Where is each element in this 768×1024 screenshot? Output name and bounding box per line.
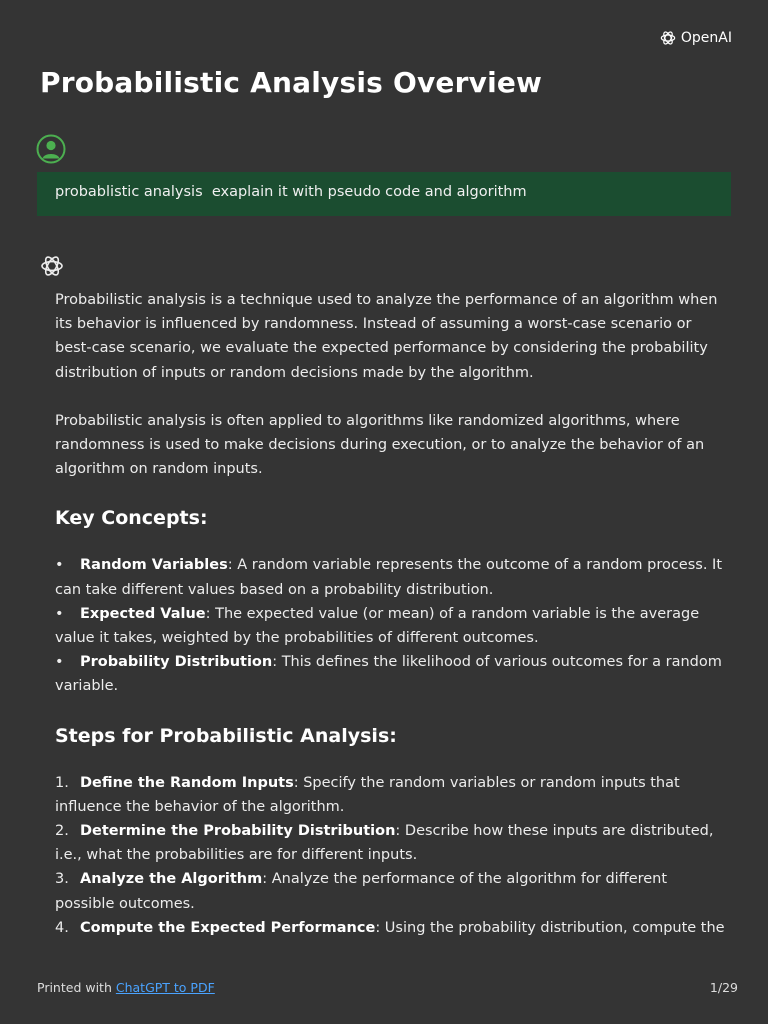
step-number: 4. xyxy=(55,919,69,936)
list-item xyxy=(55,819,725,867)
assistant-avatar-icon xyxy=(38,252,66,280)
assistant-response xyxy=(55,288,725,964)
list-item xyxy=(55,650,725,698)
list-item xyxy=(55,602,725,650)
term: Probability Distribution xyxy=(80,654,273,671)
page-number: 1/29 xyxy=(709,980,738,995)
description: : Using the probability distribution, compute the xyxy=(375,919,725,936)
key-concepts-heading: Key Concepts: xyxy=(55,507,208,530)
list-item xyxy=(55,771,725,819)
list-item xyxy=(55,916,725,940)
intro-paragraph: Probabilistic analysis is often applied to algorithms like randomized algorithms, where randomness is used to make decisions during execution, or to analyze the behavior of an algorithm on random inputs. xyxy=(55,412,705,478)
term: Determine the Probability Distribution xyxy=(80,823,396,840)
bullet: • xyxy=(55,557,64,574)
term: Analyze the Algorithm xyxy=(80,871,263,888)
description: : A random variable represents the outcome of a random process. It can take different values based on a probability distribution. xyxy=(55,557,723,598)
description: : Analyze the performance of the algorithm for different possible outcomes. xyxy=(55,871,668,912)
step-number: 2. xyxy=(55,823,69,840)
description: : Specify the random variables or random inputs that influence the behavior of the algorithm. xyxy=(55,774,680,815)
term: Define the Random Inputs xyxy=(80,774,294,791)
steps-list xyxy=(55,771,725,940)
page-footer xyxy=(37,980,738,995)
description: : This defines the likelihood of various outcomes for a random variable. xyxy=(55,654,722,695)
page-title: Probabilistic Analysis Overview xyxy=(40,66,543,99)
step-number: 3. xyxy=(55,871,69,888)
chatgpt-to-pdf-link[interactable]: ChatGPT to PDF xyxy=(115,980,215,995)
printed-with-label: Printed with xyxy=(37,980,112,995)
term: Expected Value xyxy=(80,605,206,622)
steps-heading: Steps for Probabilistic Analysis: xyxy=(55,724,397,747)
description: : The expected value (or mean) of a random variable is the average value it takes, weighted by the probabilities of different outcomes. xyxy=(55,605,700,647)
intro-paragraph: Probabilistic analysis is a technique used to analyze the performance of an algorithm when its behavior is influenced by randomness. Instead of assuming a worst-case scenario or best-case scenario, we evaluate the expected performance by considering the probability distribution of inputs or random decisions made by the algorithm. xyxy=(55,292,718,381)
key-concepts-list xyxy=(55,553,725,698)
step-number: 1. xyxy=(55,774,69,791)
description: : Describe how these inputs are distributed, i.e., what the probabilities are for different inputs. xyxy=(55,823,714,864)
list-item xyxy=(55,867,725,915)
openai-logo-icon xyxy=(658,28,678,48)
bullet: • xyxy=(55,605,64,622)
term: Compute the Expected Performance xyxy=(80,919,376,936)
user-avatar-icon xyxy=(36,134,66,164)
term: Random Variables xyxy=(80,557,228,574)
brand-name: OpenAI xyxy=(680,30,732,46)
user-prompt: probablistic analysis exaplain it with pseudo code and algorithm xyxy=(37,172,731,216)
printed-with xyxy=(37,980,215,995)
bullet: • xyxy=(55,654,64,671)
brand xyxy=(658,28,732,48)
list-item xyxy=(55,553,725,601)
